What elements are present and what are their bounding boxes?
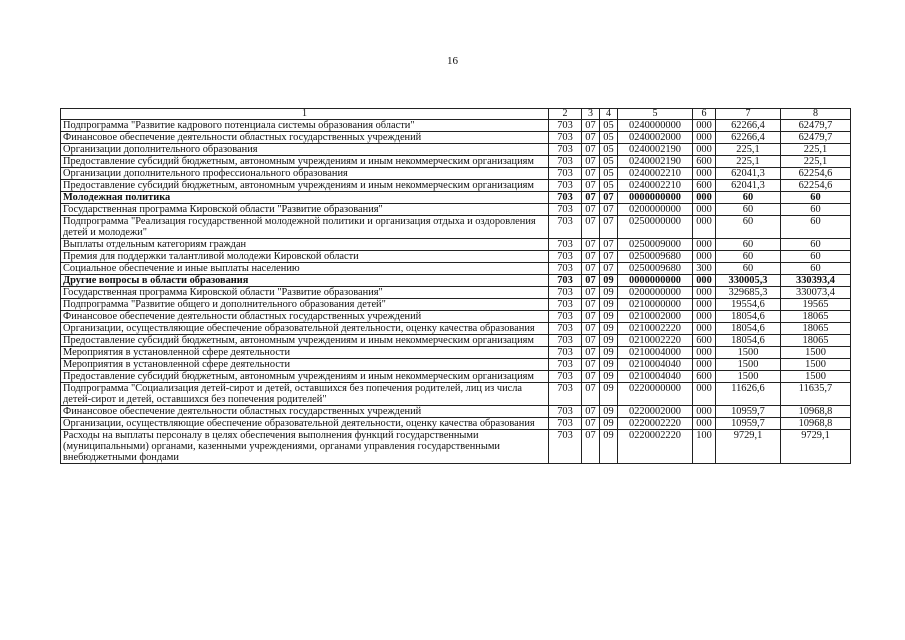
cell-code-4: 09 [600,383,618,406]
cell-amount-8: 1500 [781,347,851,359]
cell-code-2: 703 [549,144,582,156]
cell-amount-8: 1500 [781,359,851,371]
cell-amount-7: 60 [716,204,781,216]
cell-code-4: 07 [600,239,618,251]
cell-code-6: 000 [693,275,716,287]
cell-code-4: 09 [600,287,618,299]
table-row [61,216,851,239]
cell-code-5: 0250009000 [618,239,693,251]
cell-amount-7: 9729,1 [716,430,781,464]
cell-code-3: 07 [582,323,600,335]
budget-table [60,108,851,464]
cell-amount-8: 62479,7 [781,132,851,144]
table-row [61,204,851,216]
cell-code-3: 07 [582,180,600,192]
cell-code-4: 07 [600,263,618,275]
cell-code-5: 0250009680 [618,263,693,275]
cell-amount-8: 330073,4 [781,287,851,299]
cell-code-2: 703 [549,168,582,180]
cell-item-name: Организации дополнительного образования [61,144,549,156]
cell-item-name: Организации, осуществляющие обеспечение образовательной деятельности, оценку качества образования [61,418,549,430]
cell-item-name: Мероприятия в установленной сфере деятельности [61,347,549,359]
cell-code-5: 0210002220 [618,323,693,335]
column-header: 4 [600,109,618,120]
cell-code-5: 0240002210 [618,168,693,180]
cell-code-3: 07 [582,430,600,464]
cell-amount-8: 330393,4 [781,275,851,287]
page-number: 16 [447,55,458,67]
cell-code-3: 07 [582,418,600,430]
cell-code-6: 000 [693,287,716,299]
cell-amount-8: 60 [781,239,851,251]
table-row [61,263,851,275]
cell-amount-7: 62266,4 [716,120,781,132]
cell-code-4: 05 [600,168,618,180]
cell-code-3: 07 [582,216,600,239]
cell-code-2: 703 [549,192,582,204]
table-row [61,192,851,204]
table-row [61,335,851,347]
cell-code-4: 05 [600,180,618,192]
cell-code-5: 0210002000 [618,311,693,323]
cell-code-6: 600 [693,180,716,192]
cell-item-name: Финансовое обеспечение деятельности областных государственных учреждений [61,406,549,418]
cell-code-5: 0210004040 [618,371,693,383]
cell-code-6: 000 [693,383,716,406]
cell-code-3: 07 [582,239,600,251]
cell-code-6: 000 [693,299,716,311]
cell-item-name: Другие вопросы в области образования [61,275,549,287]
cell-code-5: 0220002000 [618,406,693,418]
table-row [61,287,851,299]
cell-item-name: Подпрограмма "Реализация государственной молодежной политики и организация отдыха и оздоровления детей и молодежи" [61,216,549,239]
cell-item-name: Выплаты отдельным категориям граждан [61,239,549,251]
cell-code-2: 703 [549,311,582,323]
cell-code-4: 05 [600,156,618,168]
cell-code-4: 09 [600,359,618,371]
cell-amount-8: 11635,7 [781,383,851,406]
cell-code-6: 600 [693,335,716,347]
cell-code-3: 07 [582,359,600,371]
cell-item-name: Финансовое обеспечение деятельности областных государственных учреждений [61,311,549,323]
cell-amount-8: 18065 [781,335,851,347]
cell-amount-7: 60 [716,251,781,263]
cell-code-2: 703 [549,239,582,251]
cell-amount-8: 60 [781,192,851,204]
cell-item-name: Премия для поддержки талантливой молодежи Кировской области [61,251,549,263]
cell-amount-8: 1500 [781,371,851,383]
cell-code-6: 000 [693,359,716,371]
cell-amount-8: 60 [781,204,851,216]
cell-code-2: 703 [549,347,582,359]
cell-code-5: 0220000000 [618,383,693,406]
cell-item-name: Подпрограмма "Социализация детей-сирот и детей, оставшихся без попечения родителей, лиц из числа детей-сирот и детей, оставшихся без попечения родителей" [61,383,549,406]
cell-code-2: 703 [549,287,582,299]
cell-code-5: 0220002220 [618,418,693,430]
cell-code-3: 07 [582,204,600,216]
cell-code-3: 07 [582,347,600,359]
cell-code-2: 703 [549,275,582,287]
table-row [61,430,851,464]
column-header: 8 [781,109,851,120]
table-row [61,156,851,168]
cell-amount-8: 10968,8 [781,418,851,430]
cell-code-6: 000 [693,120,716,132]
cell-code-6: 000 [693,216,716,239]
table-row [61,383,851,406]
cell-code-3: 07 [582,287,600,299]
cell-amount-7: 60 [716,192,781,204]
cell-code-3: 07 [582,299,600,311]
table-row [61,371,851,383]
cell-code-2: 703 [549,418,582,430]
cell-code-6: 000 [693,311,716,323]
cell-code-6: 000 [693,239,716,251]
cell-code-6: 300 [693,263,716,275]
cell-code-5: 0240000000 [618,120,693,132]
cell-code-4: 05 [600,120,618,132]
cell-amount-7: 62041,3 [716,180,781,192]
table-row [61,251,851,263]
cell-amount-8: 60 [781,251,851,263]
cell-code-4: 09 [600,335,618,347]
cell-code-5: 0240002190 [618,144,693,156]
cell-code-4: 05 [600,132,618,144]
column-header: 7 [716,109,781,120]
cell-code-3: 07 [582,263,600,275]
cell-code-6: 600 [693,156,716,168]
cell-code-3: 07 [582,383,600,406]
cell-amount-8: 10968,8 [781,406,851,418]
cell-amount-7: 62041,3 [716,168,781,180]
cell-item-name: Мероприятия в установленной сфере деятельности [61,359,549,371]
cell-amount-7: 1500 [716,359,781,371]
cell-code-5: 0250000000 [618,216,693,239]
cell-amount-8: 225,1 [781,144,851,156]
cell-amount-8: 62479,7 [781,120,851,132]
cell-item-name: Предоставление субсидий бюджетным, автономным учреждениям и иным некоммерческим организациям [61,156,549,168]
cell-code-5: 0220002220 [618,430,693,464]
cell-code-6: 000 [693,323,716,335]
cell-code-4: 07 [600,251,618,263]
cell-amount-7: 10959,7 [716,418,781,430]
cell-amount-7: 225,1 [716,156,781,168]
cell-code-4: 09 [600,311,618,323]
table-row [61,299,851,311]
table-row [61,406,851,418]
cell-code-3: 07 [582,335,600,347]
cell-code-5: 0000000000 [618,275,693,287]
cell-code-5: 0240002000 [618,132,693,144]
cell-code-3: 07 [582,275,600,287]
table-row [61,323,851,335]
column-header: 5 [618,109,693,120]
cell-code-2: 703 [549,263,582,275]
cell-code-6: 000 [693,251,716,263]
cell-amount-7: 1500 [716,347,781,359]
cell-code-2: 703 [549,204,582,216]
cell-amount-7: 225,1 [716,144,781,156]
cell-code-4: 07 [600,192,618,204]
column-header: 1 [61,109,549,120]
cell-code-2: 703 [549,251,582,263]
cell-amount-7: 330005,3 [716,275,781,287]
table-row [61,418,851,430]
cell-amount-7: 19554,6 [716,299,781,311]
cell-item-name: Подпрограмма "Развитие кадрового потенциала системы образования области" [61,120,549,132]
cell-item-name: Расходы на выплаты персоналу в целях обеспечения выполнения функций государственными (муниципальными) органами, казенными учреждениями, органами управления государственными внебюджетными фондами [61,430,549,464]
cell-code-5: 0000000000 [618,192,693,204]
cell-item-name: Молодежная политика [61,192,549,204]
cell-amount-8: 62254,6 [781,168,851,180]
table-row [61,239,851,251]
cell-amount-7: 329685,3 [716,287,781,299]
cell-amount-7: 11626,6 [716,383,781,406]
table-row [61,275,851,287]
cell-code-2: 703 [549,180,582,192]
cell-amount-8: 225,1 [781,156,851,168]
cell-code-6: 100 [693,430,716,464]
cell-item-name: Государственная программа Кировской области "Развитие образования" [61,204,549,216]
cell-amount-7: 1500 [716,371,781,383]
cell-code-6: 000 [693,406,716,418]
cell-item-name: Организации, осуществляющие обеспечение образовательной деятельности, оценку качества образования [61,323,549,335]
cell-amount-7: 18054,6 [716,311,781,323]
cell-amount-7: 62266,4 [716,132,781,144]
cell-code-3: 07 [582,192,600,204]
cell-code-5: 0240002190 [618,156,693,168]
cell-code-6: 000 [693,168,716,180]
cell-code-6: 000 [693,347,716,359]
table-row [61,168,851,180]
cell-amount-7: 18054,6 [716,323,781,335]
cell-amount-8: 19565 [781,299,851,311]
cell-code-2: 703 [549,156,582,168]
cell-item-name: Социальное обеспечение и иные выплаты населению [61,263,549,275]
cell-amount-7: 60 [716,239,781,251]
cell-code-3: 07 [582,311,600,323]
cell-code-3: 07 [582,251,600,263]
cell-code-3: 07 [582,132,600,144]
cell-code-2: 703 [549,216,582,239]
cell-code-6: 000 [693,192,716,204]
cell-code-2: 703 [549,132,582,144]
cell-amount-8: 62254,6 [781,180,851,192]
cell-amount-7: 18054,6 [716,335,781,347]
cell-item-name: Организации дополнительного профессионального образования [61,168,549,180]
column-header: 3 [582,109,600,120]
cell-code-3: 07 [582,371,600,383]
cell-code-4: 09 [600,299,618,311]
cell-code-2: 703 [549,430,582,464]
cell-code-4: 09 [600,418,618,430]
cell-code-2: 703 [549,406,582,418]
cell-code-4: 09 [600,275,618,287]
cell-item-name: Предоставление субсидий бюджетным, автономным учреждениям и иным некоммерческим организациям [61,371,549,383]
column-header: 2 [549,109,582,120]
cell-item-name: Финансовое обеспечение деятельности областных государственных учреждений [61,132,549,144]
cell-item-name: Государственная программа Кировской области "Развитие образования" [61,287,549,299]
table-row [61,144,851,156]
cell-code-2: 703 [549,335,582,347]
cell-code-3: 07 [582,120,600,132]
cell-code-6: 600 [693,371,716,383]
cell-code-5: 0210000000 [618,299,693,311]
table-body [61,120,851,464]
cell-amount-8: 60 [781,216,851,239]
cell-amount-8: 60 [781,263,851,275]
cell-item-name: Предоставление субсидий бюджетным, автономным учреждениям и иным некоммерческим организациям [61,180,549,192]
cell-code-6: 000 [693,204,716,216]
table-row [61,359,851,371]
table-row [61,180,851,192]
column-header: 6 [693,109,716,120]
table-row [61,311,851,323]
cell-code-4: 09 [600,323,618,335]
cell-code-2: 703 [549,383,582,406]
cell-amount-7: 60 [716,263,781,275]
cell-code-4: 09 [600,406,618,418]
cell-code-3: 07 [582,168,600,180]
cell-item-name: Предоставление субсидий бюджетным, автономным учреждениям и иным некоммерческим организациям [61,335,549,347]
table-row [61,347,851,359]
cell-code-5: 0240002210 [618,180,693,192]
cell-amount-8: 9729,1 [781,430,851,464]
cell-code-5: 0200000000 [618,204,693,216]
cell-code-5: 0200000000 [618,287,693,299]
cell-code-2: 703 [549,359,582,371]
cell-code-4: 09 [600,347,618,359]
table-row [61,132,851,144]
cell-code-3: 07 [582,406,600,418]
cell-code-2: 703 [549,323,582,335]
table-header-row [61,109,851,120]
cell-code-2: 703 [549,120,582,132]
cell-amount-8: 18065 [781,311,851,323]
cell-code-4: 07 [600,216,618,239]
cell-code-5: 0250009680 [618,251,693,263]
cell-code-3: 07 [582,144,600,156]
cell-item-name: Подпрограмма "Развитие общего и дополнительного образования детей" [61,299,549,311]
cell-code-2: 703 [549,299,582,311]
cell-code-5: 0210004000 [618,347,693,359]
cell-code-6: 000 [693,132,716,144]
cell-code-4: 09 [600,371,618,383]
cell-amount-7: 60 [716,216,781,239]
cell-code-2: 703 [549,371,582,383]
cell-code-3: 07 [582,156,600,168]
cell-code-4: 09 [600,430,618,464]
cell-code-6: 000 [693,418,716,430]
cell-code-4: 07 [600,204,618,216]
cell-amount-7: 10959,7 [716,406,781,418]
cell-amount-8: 18065 [781,323,851,335]
cell-code-5: 0210002220 [618,335,693,347]
cell-code-4: 05 [600,144,618,156]
cell-code-5: 0210004040 [618,359,693,371]
cell-code-6: 000 [693,144,716,156]
table-row [61,120,851,132]
